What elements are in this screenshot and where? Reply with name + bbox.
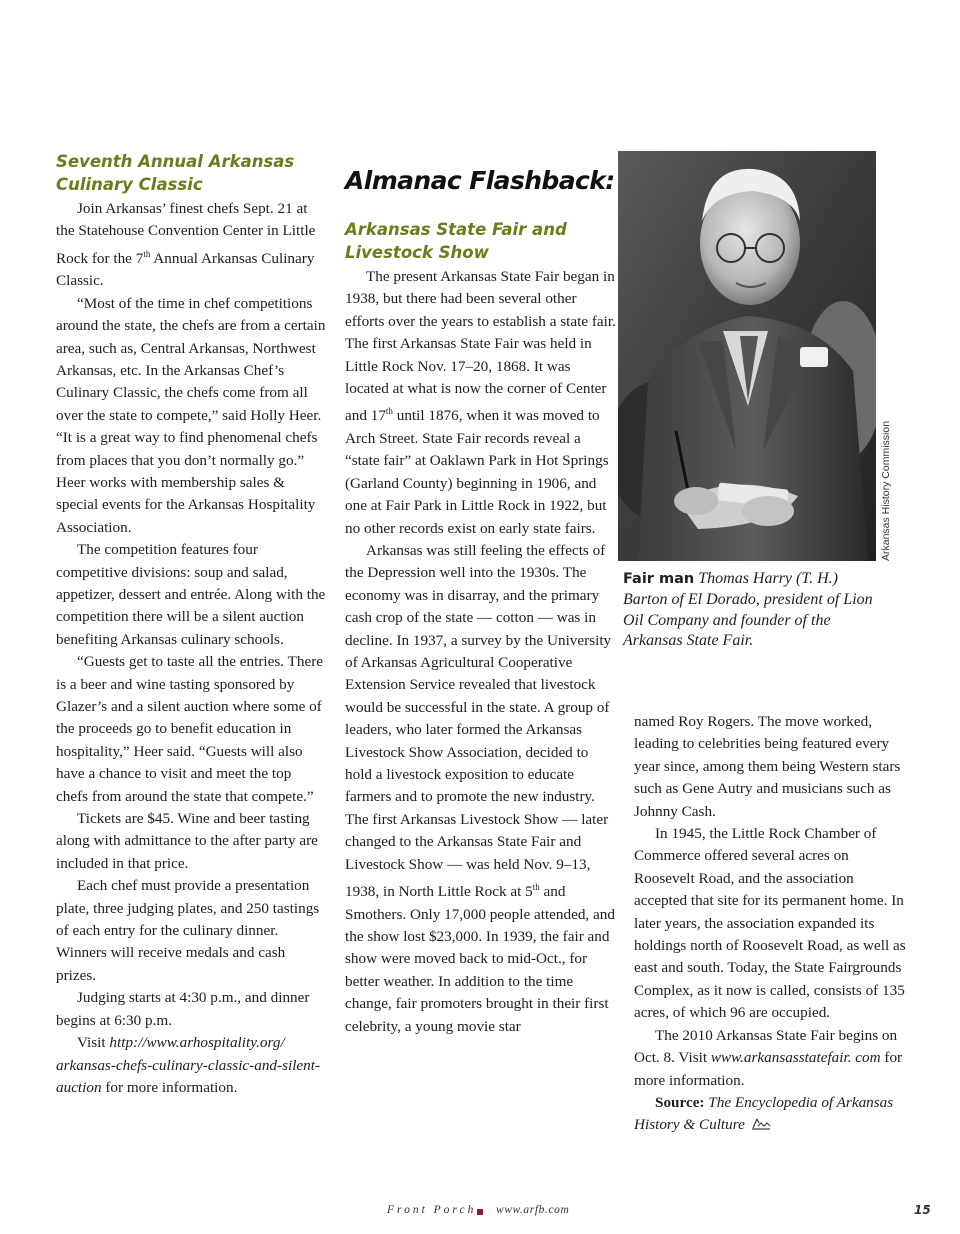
photo-credit: Arkansas History Commission bbox=[880, 420, 892, 561]
culinary-article-title: Seventh Annual Arkansas Culinary Classic bbox=[56, 152, 295, 194]
source-line: Source: The Encyclopedia of Arkansas History & Culture bbox=[634, 1093, 894, 1134]
page-number: 15 bbox=[914, 1203, 931, 1217]
culinary-paragraph-7: Judging starts at 4:30 p.m., and dinner begins at 6:30 p.m. bbox=[56, 989, 310, 1029]
almanac-heading: Almanac Flashback: bbox=[345, 166, 615, 195]
magazine-name: Front Porch bbox=[387, 1204, 477, 1216]
barton-photo bbox=[618, 151, 876, 561]
end-mark-icon bbox=[751, 1117, 771, 1130]
almanac-continued bbox=[634, 711, 906, 1137]
almanac-subtitle: Arkansas State Fair and Livestock Show bbox=[345, 220, 567, 262]
culinary-paragraph-2: “Most of the time in chef competitions around the state, the chefs are from a certain area, such as, Central Arkansas, Northwest Arkansas, etc. In the Arkansas Chef’s Culinary Classic, the chefs come from all over the state to compete,” said Holly Heer. “It is a great way to find phenomenal chefs from places that you don’t normally go.” Heer works with membership sales & special events for the Arkansas Hospitality Association. bbox=[56, 294, 326, 536]
culinary-paragraph-6: Each chef must provide a presentation plate, three judging plates, and 250 tastings of each entry for the culinary dinner. Winners will receive medals and cash prizes. bbox=[56, 877, 320, 984]
culinary-link[interactable]: http://www.arhospitality.org/ arkansas-chefs-culinary-classic-and-silent-auction bbox=[56, 1034, 321, 1096]
caption-label: Fair man bbox=[623, 571, 695, 587]
culinary-paragraph-3: The competition features four competitive divisions: soup and salad, appetizer, dessert and entrée. Along with the competition there will be a silent auction benefiting Arkansas culinary schools. bbox=[56, 541, 326, 648]
culinary-paragraph-1: Join Arkansas’ finest chefs Sept. 21 at the Statehouse Convention Center in Little Rock for the 7th Annual Arkansas Culinary Classic. bbox=[56, 200, 316, 290]
almanac-paragraph-1: The present Arkansas State Fair began in 1938, but there had been several other efforts over the years to establish a state fair. The first Arkansas State Fair was held in Little Rock Nov. 17–20, 1868. It was located at what is now the corner of Center and 17th until 1876, when it was moved to Arch Street. State Fair records reveal a “state fair” at Oaklawn Park in Hot Springs (Garland County) beginning in 1906, and one at Fair Park in Little Rock in 1922, but no other records exist on early state fairs. bbox=[345, 268, 616, 537]
state-fair-link[interactable]: www.arkansasstatefair. com bbox=[710, 1049, 881, 1067]
almanac-paragraph-2-cont: named Roy Rogers. The move worked, leading to celebrities being featured every year since, among them being Western stars such as Gene Autry and musicians such as Johnny Cash. bbox=[634, 713, 901, 820]
almanac-paragraph-2: Arkansas was still feeling the effects of the Depression well into the 1930s. The economy was in disarray, and the primary cash crop of the state — cotton — was in decline. In 1937, a survey by the University of Arkansas Agricultural Cooperative Extension Service revealed that livestock would be successful in the state. A group of leaders, who later formed the Arkansas Livestock Show Association, decided to hold a livestock exposition to educate farmers and to promote the new industry. The first Arkansas Livestock Show — later changed to the Arkansas State Fair and Livestock Show — was held Nov. 9–13, 1938, in North Little Rock at 5th and Smothers. Only 17,000 people attended, and the show lost $23,000. In 1939, the fair and show were moved back to mid-Oct., for better weather. In addition to the time change, fair promoters brought in their first celebrity, a young movie star bbox=[345, 541, 615, 1035]
culinary-paragraph-5: Tickets are $45. Wine and beer tasting along with admittance to the after party are included in that price. bbox=[56, 810, 318, 872]
almanac-paragraph-4: The 2010 Arkansas State Fair begins on Oct. 8. Visit www.arkansasstatefair. com for more information. bbox=[634, 1026, 903, 1089]
culinary-article bbox=[56, 150, 326, 1099]
almanac-article bbox=[345, 166, 617, 1038]
culinary-paragraph-8: Visit http://www.arhospitality.org/ arkansas-chefs-culinary-classic-and-silent-auction for more information. bbox=[56, 1034, 321, 1096]
footer-url[interactable]: www.arfb.com bbox=[496, 1204, 570, 1216]
portrait-image bbox=[618, 151, 876, 561]
photo-caption: Fair man Thomas Harry (T. H.) Barton of El Dorado, president of Lion Oil Company and founder of the Arkansas State Fair. bbox=[623, 570, 873, 650]
almanac-paragraph-3: In 1945, the Little Rock Chamber of Commerce offered several acres on Roosevelt Road, and the association accepted that site for its permanent home. In later years, the association expanded its holdings north of Roosevelt Road, as well as east and south. Today, the State Fairgrounds Complex, as it now is called, consists of 135 acres, of which 96 are occupied. bbox=[634, 825, 906, 1022]
footer-square-icon bbox=[477, 1209, 483, 1215]
culinary-paragraph-4: “Guests get to taste all the entries. There is a beer and wine tasting sponsored by Glazer’s and a silent auction where some of the proceeds go to benefit education in hospitality,” Heer said. “Guests will also have a chance to visit and meet the top chefs from around the state that compete.” bbox=[56, 653, 324, 805]
